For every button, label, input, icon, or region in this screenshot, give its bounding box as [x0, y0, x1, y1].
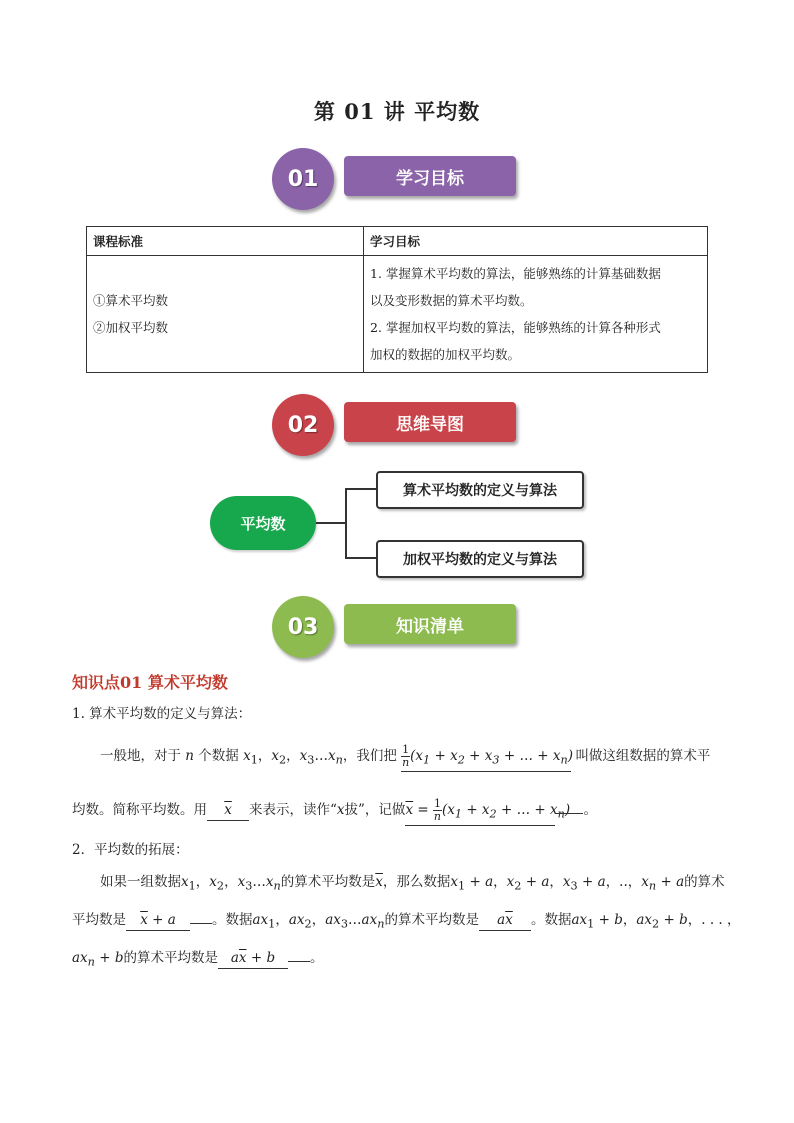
section-badge-goals — [272, 148, 532, 210]
objective-line: 1. 掌握算术平均数的算法，能够熟练的计算基础数据 — [370, 266, 661, 281]
item1-paragraph-line2: 均数。简称平均数。用 $\overline{x}$ 来表示，读作“x拔”，记做$\overline{x}$ = $\frac{1}{n}$ ($x_1 + x_2$ + … + $x_n$) 。 — [72, 798, 597, 826]
knowledge-point-heading: 知识点01 算术平均数 — [72, 673, 228, 692]
item2-paragraph-line2: 平均数是 $\overline{x} + a$ 。数据$ax_1$，$ax_2$，$ax_3\dots ax_n$的算术平均数是 $a\overline{x}$ 。数据$ax_1 + b$，$ax_2 + b$，. . . ， — [72, 912, 741, 931]
table-header-standard: 课程标准 — [87, 227, 364, 256]
section-number: 03 — [287, 614, 319, 640]
objective-line: 加权的数据的加权平均数。 — [370, 347, 521, 362]
objectives-cell — [364, 256, 708, 373]
learning-goals-table — [86, 226, 708, 373]
item2-title: 2．平均数的拓展： — [72, 842, 189, 858]
table-header-objective: 学习目标 — [364, 227, 708, 256]
item1-title: 1. 算术平均数的定义与算法： — [72, 706, 252, 722]
answer-blank: $a\overline{x}$ — [479, 910, 531, 931]
mindmap-connector — [345, 488, 377, 490]
mindmap-connector — [345, 557, 377, 559]
standard-item: ②加权平均数 — [93, 320, 169, 335]
symbol-blank: $\overline{x}$ — [207, 800, 249, 821]
answer-blank: $a\overline{x} + b$ — [218, 948, 288, 969]
mindmap-branch: 算术平均数的定义与算法 — [376, 471, 584, 509]
section-label: 思维导图 — [344, 402, 516, 442]
section-label: 知识清单 — [344, 604, 516, 644]
item2-paragraph-line1: 如果一组数据$x_1$，$x_2$，$x_3\dots x_n$的算术平均数是$\overline{x}$，那么数据$x_1 + a$，$x_2 + a$，$x_3 + a$，..，$x_n + a$的算术 — [100, 874, 725, 893]
section-label: 学习目标 — [344, 156, 516, 196]
section-number-circle — [272, 394, 334, 456]
mindmap-branch: 加权平均数的定义与算法 — [376, 540, 584, 578]
formula-blank: $\overline{x}$ = $\frac{1}{n}$ ($x_1 + x_2$ + … + $x_n$) — [405, 798, 555, 826]
standard-item: ①算术平均数 — [93, 293, 169, 308]
objective-line: 2. 掌握加权平均数的算法，能够熟练的计算各种形式 — [370, 320, 661, 335]
section-number: 02 — [287, 412, 319, 438]
section-number-circle — [272, 148, 334, 210]
section-number: 01 — [287, 166, 319, 192]
page-title: 第 01 讲 平均数 — [313, 99, 481, 124]
mindmap-root: 平均数 — [210, 496, 316, 550]
section-number-circle — [272, 596, 334, 658]
section-badge-mindmap — [272, 394, 532, 456]
item1-paragraph-line1: 一般地，对于 n 个数据 $x_1$，$x_2$，$x_3\dots x_n$，我们把 $\frac{1}{n}$ ($x_1 + x_2 + x_3$ + … + $x_n$) 叫做这组数据的算术平 — [100, 744, 710, 772]
section-badge-knowledge — [272, 596, 532, 658]
course-standards-cell — [87, 256, 364, 373]
mindmap-connector — [345, 488, 347, 558]
mindmap-connector — [316, 522, 346, 524]
objective-line: 以及变形数据的算术平均数。 — [370, 293, 533, 308]
answer-blank: $\overline{x} + a$ — [126, 910, 190, 931]
formula-blank: $\frac{1}{n}$ ($x_1 + x_2 + x_3$ + … + $x_n$) — [401, 744, 571, 772]
item2-paragraph-line3: $ax_n + b$的算术平均数是 $a\overline{x} + b$ 。 — [72, 950, 324, 969]
